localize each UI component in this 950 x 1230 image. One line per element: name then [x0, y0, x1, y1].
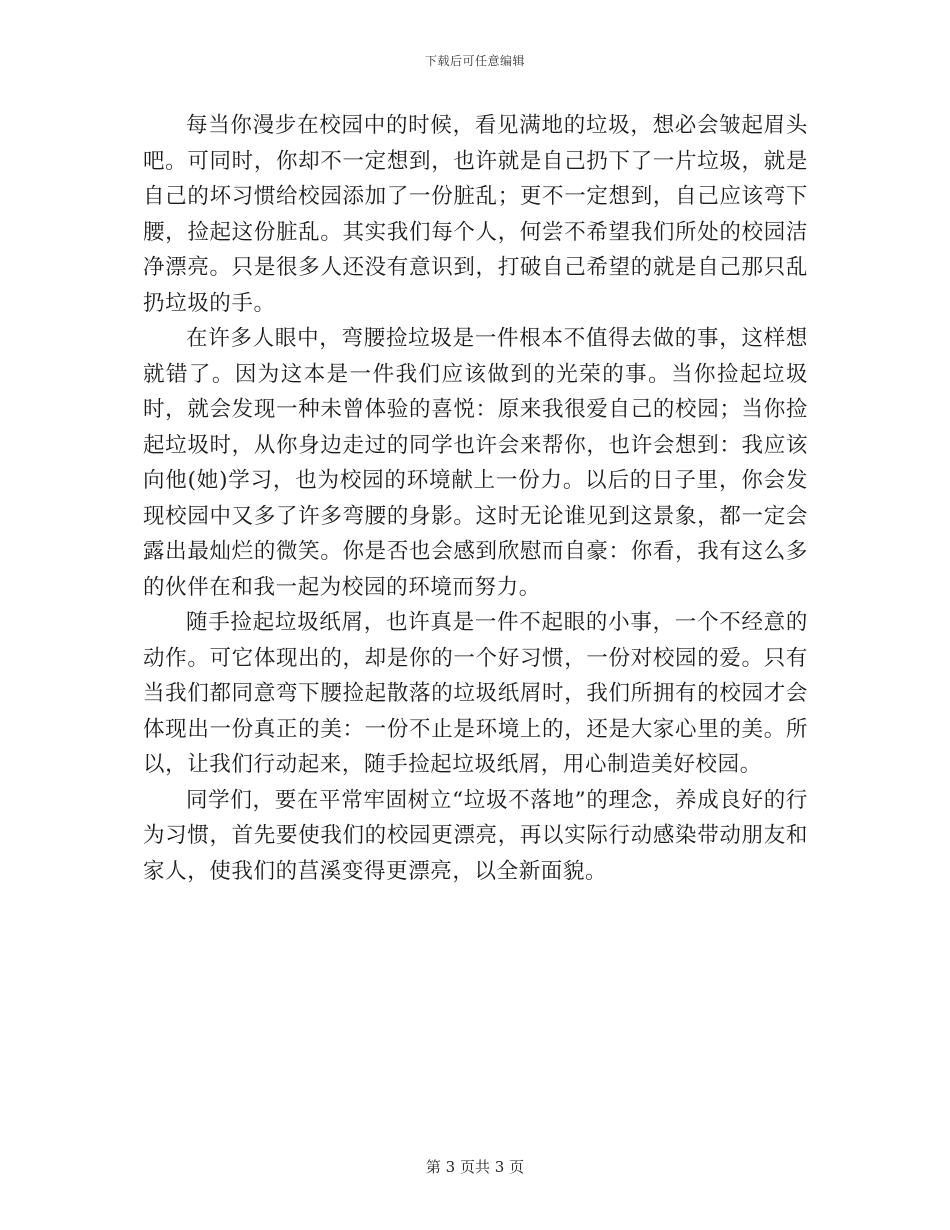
page-footer: 第 3 页共 3 页 — [425, 1158, 525, 1176]
paragraph-2: 在许多人眼中，弯腰捡垃圾是一件根本不值得去做的事，这样想就错了。因为这本是一件我们应该做到的光荣的事。当你捡起垃圾时，就会发现一种未曾体验的喜悦：原来我很爱自己的校园；当你捡起垃圾时，从你身边走过的同学也许会来帮你，也许会想到：我应该向他(她)学习，也为校园的环境献上一份力。以后的日子里，你会发现校园中又多了许多弯腰的身影。这时无论谁见到这景象，都一定会露出最灿烂的微笑。你是否也会感到欣慰而自豪：你看，我有这么多的伙伴在和我一起为校园的环境而努力。 — [143, 326, 808, 600]
paragraph-4: 同学们，要在平常牢固树立“垃圾不落地”的理念，养成良好的行为习惯，首先要使我们的校园更漂亮，再以实际行动感染带动朋友和家人，使我们的莒溪变得更漂亮，以全新面貌。 — [143, 787, 808, 884]
page-header: 下载后可任意编辑 — [424, 54, 525, 68]
document-body — [143, 108, 808, 889]
paragraph-3: 随手捡起垃圾纸屑，也许真是一件不起眼的小事，一个不经意的动作。可它体现出的，却是你的一个好习惯，一份对校园的爱。只有当我们都同意弯下腰捡起散落的垃圾纸屑时，我们所拥有的校园才会体现出一份真正的美：一份不止是环境上的，还是大家心里的美。所以，让我们行动起来，随手捡起垃圾纸屑，用心制造美好校园。 — [143, 610, 808, 777]
paragraph-1: 每当你漫步在校园中的时候，看见满地的垃圾，想必会皱起眉头吧。可同时，你却不一定想到，也许就是自己扔下了一片垃圾，就是自己的坏习惯给校园添加了一份脏乱；更不一定想到，自己应该弯下腰，捡起这份脏乱。其实我们每个人，何尝不希望我们所处的校园洁净漂亮。只是很多人还没有意识到，打破自己希望的就是自己那只乱扔垃圾的手。 — [143, 113, 808, 316]
